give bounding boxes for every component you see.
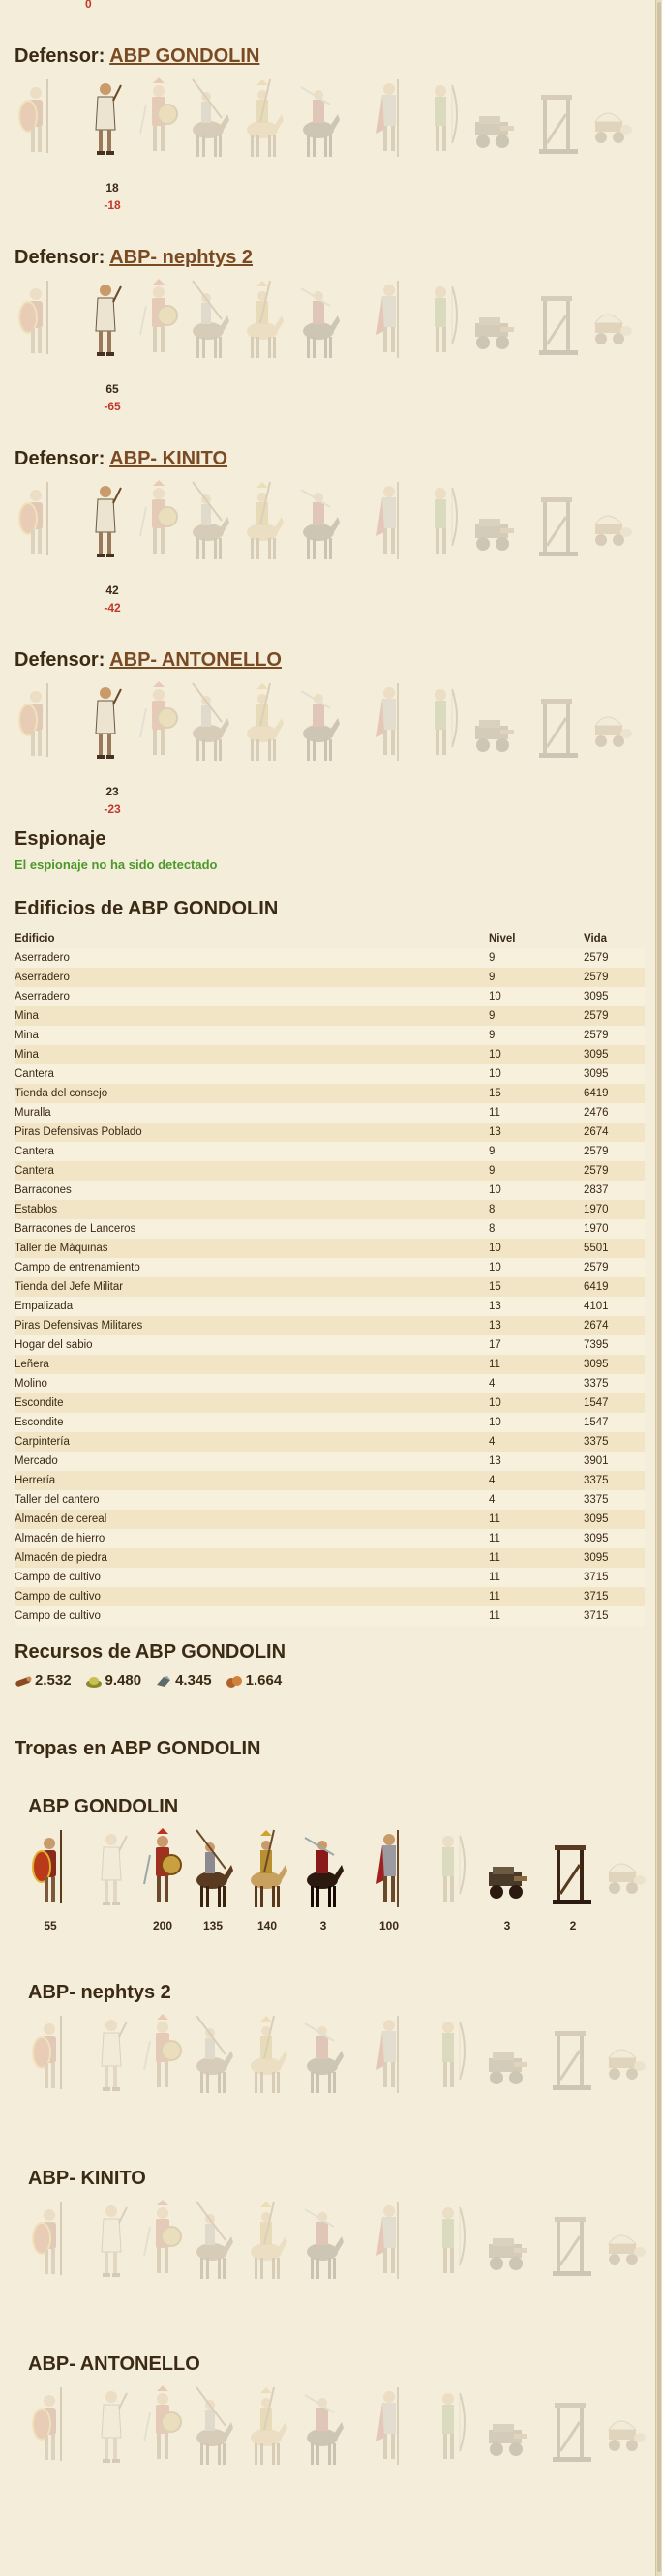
building-name: Campo de entrenamiento [15, 1258, 489, 1277]
unit-spear-icon [15, 478, 59, 565]
troop-village [28, 2353, 647, 2472]
unit-ram-icon [485, 2383, 529, 2471]
unit-knight-icon [297, 478, 342, 565]
building-health: 3375 [584, 1432, 645, 1452]
building-row [15, 1316, 645, 1335]
resource-grain [85, 1672, 142, 1689]
building-name: Mercado [15, 1452, 489, 1471]
unit-row [28, 1826, 647, 1932]
resource-iron [155, 1672, 212, 1689]
unit-captain-icon [367, 2383, 411, 2471]
unit-count: 65 [105, 382, 119, 396]
unit-spear-icon [15, 679, 59, 766]
espionage-title: Espionaje [15, 828, 106, 850]
unit-horse-icon [191, 2012, 235, 2099]
unit-knight-icon [297, 277, 342, 364]
unit-spear-icon [28, 2012, 73, 2099]
building-row [15, 1548, 645, 1568]
unit-horse2-icon [241, 478, 286, 565]
building-level: 15 [489, 1277, 584, 1297]
unit-captain-icon [367, 75, 411, 163]
building-row [15, 1277, 645, 1297]
resource-stone [226, 1672, 283, 1689]
unit-horse-icon [191, 2198, 235, 2285]
building-name: Almacén de piedra [15, 1548, 489, 1568]
unit-horse-icon [191, 2383, 235, 2471]
building-level: 11 [489, 1103, 584, 1123]
building-row [15, 1606, 645, 1626]
resource-value: 1.664 [245, 1672, 283, 1689]
building-health: 2579 [584, 1006, 645, 1026]
building-level: 13 [489, 1123, 584, 1142]
building-row [15, 1161, 645, 1181]
building-name: Piras Defensivas Militares [15, 1316, 489, 1335]
building-level: 4 [489, 1374, 584, 1393]
building-level: 13 [489, 1316, 584, 1335]
unit-captain-icon [367, 478, 411, 565]
troop-count: 135 [202, 1919, 224, 1932]
unit-catapult-icon [551, 2198, 595, 2285]
unit-archer-icon [427, 1826, 471, 1913]
building-level: 17 [489, 1335, 584, 1355]
building-row [15, 1181, 645, 1200]
building-row [15, 948, 645, 968]
building-name: Cantera [15, 1064, 489, 1084]
unit-row [15, 75, 644, 165]
unit-horse-icon [191, 1826, 235, 1913]
defender-link[interactable]: ABP GONDOLIN [109, 45, 260, 67]
resources-title: Recursos de ABP GONDOLIN [15, 1641, 286, 1662]
building-level: 9 [489, 948, 584, 968]
unit-count: 23 [105, 785, 119, 798]
unit-slinger-icon [84, 75, 129, 163]
unit-horse-icon [187, 75, 231, 163]
unit-horse2-icon [245, 2383, 289, 2471]
buildings-title: Edificios de ABP GONDOLIN [15, 898, 279, 919]
unit-sword-icon [140, 2012, 185, 2099]
building-health: 3901 [584, 1452, 645, 1471]
building-health: 1547 [584, 1393, 645, 1413]
building-row [15, 1297, 645, 1316]
building-row [15, 1142, 645, 1161]
unit-wagon-icon [587, 277, 632, 364]
building-level: 9 [489, 1142, 584, 1161]
defender-title: Defensor: ABP- nephtys 2 [15, 247, 253, 268]
troop-village [28, 1982, 647, 2101]
building-name: Escondite [15, 1413, 489, 1432]
building-row [15, 1355, 645, 1374]
building-row [15, 1452, 645, 1471]
troop-village [28, 1796, 647, 1932]
building-name: Cantera [15, 1161, 489, 1181]
building-row [15, 1200, 645, 1219]
building-level: 4 [489, 1471, 584, 1490]
building-health: 3095 [584, 987, 645, 1006]
building-health: 3095 [584, 1064, 645, 1084]
building-health: 2579 [584, 968, 645, 987]
building-health: 2579 [584, 948, 645, 968]
unit-catapult-icon [551, 2383, 595, 2471]
troop-count: 3 [319, 1919, 327, 1932]
unit-loss: -18 [104, 198, 121, 212]
defender-block [15, 247, 644, 413]
unit-wagon-icon [601, 2198, 646, 2285]
unit-slinger-icon [90, 2198, 135, 2285]
village-name: ABP- KINITO [28, 2168, 146, 2189]
building-health: 1970 [584, 1200, 645, 1219]
building-health: 6419 [584, 1277, 645, 1297]
building-row [15, 1413, 645, 1432]
grain-icon [85, 1673, 103, 1689]
unit-spear-icon [15, 277, 59, 364]
building-row [15, 968, 645, 987]
unit-horse2-icon [245, 2012, 289, 2099]
building-name: Campo de cultivo [15, 1587, 489, 1606]
unit-ram-icon [485, 2012, 529, 2099]
troops-title: Tropas en ABP GONDOLIN [15, 1738, 261, 1759]
building-row [15, 1219, 645, 1239]
unit-row [28, 2383, 647, 2472]
building-row [15, 987, 645, 1006]
building-level: 13 [489, 1297, 584, 1316]
building-health: 3095 [584, 1510, 645, 1529]
building-level: 10 [489, 1064, 584, 1084]
building-level: 10 [489, 1413, 584, 1432]
unit-archer-icon [427, 2383, 471, 2471]
unit-ram-icon [485, 2198, 529, 2285]
building-level: 11 [489, 1548, 584, 1568]
building-name: Barracones de Lanceros [15, 1219, 489, 1239]
building-health: 3715 [584, 1606, 645, 1626]
unit-catapult-icon [551, 1826, 595, 1913]
building-name: Tienda del Jefe Militar [15, 1277, 489, 1297]
building-level: 9 [489, 1006, 584, 1026]
building-name: Mina [15, 1026, 489, 1045]
unit-knight-icon [301, 2383, 346, 2471]
building-health: 3375 [584, 1490, 645, 1510]
unit-spear-icon [28, 1826, 73, 1913]
building-row [15, 1568, 645, 1587]
wood-icon [15, 1673, 32, 1689]
unit-knight-icon [301, 2198, 346, 2285]
building-name: Hogar del sabio [15, 1335, 489, 1355]
unit-knight-icon [301, 1826, 346, 1913]
unit-slinger-icon [84, 277, 129, 364]
building-name: Leñera [15, 1355, 489, 1374]
building-name: Taller del cantero [15, 1490, 489, 1510]
defender-block [15, 448, 644, 614]
column-header-building: Edificio [15, 933, 55, 944]
building-level: 10 [489, 1239, 584, 1258]
building-health: 3715 [584, 1568, 645, 1587]
building-health: 2579 [584, 1161, 645, 1181]
building-health: 2476 [584, 1103, 645, 1123]
building-name: Mina [15, 1045, 489, 1064]
building-name: Campo de cultivo [15, 1606, 489, 1626]
unit-slinger-icon [90, 2383, 135, 2471]
unit-catapult-icon [537, 478, 582, 565]
building-row [15, 1471, 645, 1490]
building-row [15, 1529, 645, 1548]
unit-loss: -23 [104, 802, 121, 816]
building-health: 5501 [584, 1239, 645, 1258]
building-health: 7395 [584, 1335, 645, 1355]
troop-count: 2 [569, 1919, 577, 1932]
building-name: Piras Defensivas Poblado [15, 1123, 489, 1142]
building-health: 2579 [584, 1258, 645, 1277]
building-health: 3095 [584, 1548, 645, 1568]
building-row [15, 1258, 645, 1277]
building-level: 9 [489, 1026, 584, 1045]
village-name: ABP GONDOLIN [28, 1796, 179, 1817]
building-level: 9 [489, 968, 584, 987]
unit-row [28, 2198, 647, 2287]
unit-row [15, 478, 644, 567]
village-name: ABP- nephtys 2 [28, 1982, 171, 2003]
unit-sword-icon [140, 2198, 185, 2285]
building-level: 10 [489, 1258, 584, 1277]
building-health: 2674 [584, 1316, 645, 1335]
unit-sword-icon [136, 679, 181, 766]
building-health: 2579 [584, 1026, 645, 1045]
building-level: 11 [489, 1606, 584, 1626]
unit-slinger-icon [90, 1826, 135, 1913]
resource-list [15, 1672, 282, 1689]
unit-archer-icon [419, 75, 464, 163]
troop-village [28, 2168, 647, 2287]
village-name: ABP- ANTONELLO [28, 2353, 200, 2375]
building-health: 3375 [584, 1374, 645, 1393]
scrollbar[interactable] [655, 0, 662, 2576]
unit-ram-icon [485, 1826, 529, 1913]
building-name: Herrería [15, 1471, 489, 1490]
building-name: Tienda del consejo [15, 1084, 489, 1103]
unit-catapult-icon [537, 75, 582, 163]
building-level: 8 [489, 1200, 584, 1219]
unit-row [15, 277, 644, 366]
unit-horse-icon [187, 679, 231, 766]
unit-horse2-icon [241, 75, 286, 163]
building-row [15, 1374, 645, 1393]
unit-catapult-icon [551, 2012, 595, 2099]
defender-link[interactable]: ABP- KINITO [109, 448, 228, 469]
unit-spear-icon [15, 75, 59, 163]
unit-row [28, 2012, 647, 2101]
building-level: 8 [489, 1219, 584, 1239]
building-level: 4 [489, 1432, 584, 1452]
building-level: 11 [489, 1355, 584, 1374]
unit-captain-icon [367, 2198, 411, 2285]
building-name: Cantera [15, 1142, 489, 1161]
unit-ram-icon [471, 478, 516, 565]
unit-archer-icon [427, 2198, 471, 2285]
building-health: 4101 [584, 1297, 645, 1316]
building-row [15, 1026, 645, 1045]
unit-wagon-icon [587, 478, 632, 565]
building-row [15, 1335, 645, 1355]
unit-catapult-icon [537, 277, 582, 364]
building-health: 2674 [584, 1123, 645, 1142]
defender-link[interactable]: ABP- nephtys 2 [109, 247, 253, 268]
building-level: 9 [489, 1161, 584, 1181]
building-row [15, 1239, 645, 1258]
unit-wagon-icon [587, 75, 632, 163]
building-name: Aserradero [15, 987, 489, 1006]
building-level: 11 [489, 1568, 584, 1587]
unit-archer-icon [427, 2012, 471, 2099]
stone-icon [226, 1673, 243, 1689]
unit-loss: -42 [104, 601, 121, 614]
unit-catapult-icon [537, 679, 582, 766]
unit-archer-icon [419, 478, 464, 565]
unit-horse2-icon [245, 1826, 289, 1913]
unit-knight-icon [301, 2012, 346, 2099]
building-health: 3375 [584, 1471, 645, 1490]
unit-horse-icon [187, 478, 231, 565]
building-row [15, 1006, 645, 1026]
unit-knight-icon [297, 75, 342, 163]
building-health: 3095 [584, 1045, 645, 1064]
unit-loss: -65 [104, 400, 121, 413]
building-health: 2579 [584, 1142, 645, 1161]
building-level: 11 [489, 1510, 584, 1529]
unit-slinger-icon [90, 2012, 135, 2099]
iron-icon [155, 1673, 172, 1689]
building-name: Almacén de hierro [15, 1529, 489, 1548]
troop-count: 100 [378, 1919, 400, 1932]
building-level: 11 [489, 1587, 584, 1606]
defender-title: Defensor: ABP- KINITO [15, 448, 228, 469]
building-name: Mina [15, 1006, 489, 1026]
troop-count: 55 [44, 1919, 57, 1932]
building-row [15, 1510, 645, 1529]
unit-horse-icon [187, 277, 231, 364]
building-level: 13 [489, 1452, 584, 1471]
building-level: 10 [489, 1045, 584, 1064]
unit-sword-icon [140, 2383, 185, 2471]
unit-knight-icon [297, 679, 342, 766]
unit-sword-icon [136, 478, 181, 565]
building-health: 1970 [584, 1219, 645, 1239]
building-name: Almacén de cereal [15, 1510, 489, 1529]
unit-captain-icon [367, 277, 411, 364]
unit-slinger-icon [84, 679, 129, 766]
building-name: Campo de cultivo [15, 1568, 489, 1587]
unit-slinger-icon [84, 478, 129, 565]
building-row [15, 1393, 645, 1413]
building-name: Molino [15, 1374, 489, 1393]
building-level: 4 [489, 1490, 584, 1510]
building-health: 6419 [584, 1084, 645, 1103]
resource-value: 4.345 [175, 1672, 212, 1689]
building-name: Establos [15, 1200, 489, 1219]
unit-sword-icon [136, 75, 181, 163]
building-name: Aserradero [15, 968, 489, 987]
unit-spear-icon [28, 2383, 73, 2471]
building-health: 3095 [584, 1529, 645, 1548]
buildings-table [15, 929, 645, 1626]
building-row [15, 1045, 645, 1064]
building-row [15, 1432, 645, 1452]
building-row [15, 1064, 645, 1084]
unit-captain-icon [367, 1826, 411, 1913]
defender-title: Defensor: ABP- ANTONELLO [15, 649, 282, 671]
building-name: Carpintería [15, 1432, 489, 1452]
unit-ram-icon [471, 75, 516, 163]
building-health: 2837 [584, 1181, 645, 1200]
unit-captain-icon [367, 2012, 411, 2099]
building-row [15, 1103, 645, 1123]
defender-block [15, 649, 644, 816]
unit-sword-icon [140, 1826, 185, 1913]
unit-row [15, 679, 644, 768]
building-row [15, 1084, 645, 1103]
building-name: Muralla [15, 1103, 489, 1123]
building-name: Escondite [15, 1393, 489, 1413]
building-level: 15 [489, 1084, 584, 1103]
unit-archer-icon [419, 679, 464, 766]
unit-wagon-icon [601, 2383, 646, 2471]
troop-count: 3 [503, 1919, 511, 1932]
espionage-status: El espionaje no ha sido detectado [15, 857, 218, 872]
unit-horse2-icon [241, 277, 286, 364]
unit-count: 42 [105, 584, 119, 597]
defender-title: Defensor: ABP GONDOLIN [15, 45, 260, 67]
building-row [15, 1123, 645, 1142]
unit-horse2-icon [241, 679, 286, 766]
building-level: 11 [489, 1529, 584, 1548]
building-level: 10 [489, 1181, 584, 1200]
unit-ram-icon [471, 277, 516, 364]
unit-wagon-icon [601, 1826, 646, 1913]
unit-horse2-icon [245, 2198, 289, 2285]
troop-count: 200 [152, 1919, 173, 1932]
building-health: 3715 [584, 1587, 645, 1606]
resource-wood [15, 1672, 72, 1689]
unit-ram-icon [471, 679, 516, 766]
building-name: Empalizada [15, 1297, 489, 1316]
building-row [15, 1587, 645, 1606]
building-row [15, 1490, 645, 1510]
building-level: 10 [489, 1393, 584, 1413]
building-health: 3095 [584, 1355, 645, 1374]
unit-wagon-icon [601, 2012, 646, 2099]
building-level: 10 [489, 987, 584, 1006]
building-name: Aserradero [15, 948, 489, 968]
building-health: 1547 [584, 1413, 645, 1432]
unit-archer-icon [419, 277, 464, 364]
unit-sword-icon [136, 277, 181, 364]
troop-count: 140 [256, 1919, 278, 1932]
resource-value: 9.480 [105, 1672, 142, 1689]
unit-captain-icon [367, 679, 411, 766]
unit-wagon-icon [587, 679, 632, 766]
scrollbar-thumb[interactable] [657, 2, 661, 2572]
building-name: Taller de Máquinas [15, 1239, 489, 1258]
building-name: Barracones [15, 1181, 489, 1200]
previous-count: 0 [85, 0, 92, 11]
resource-value: 2.532 [35, 1672, 72, 1689]
column-header-health: Vida [584, 933, 608, 944]
defender-link[interactable]: ABP- ANTONELLO [109, 649, 282, 671]
defender-block [15, 45, 644, 212]
column-header-level: Nivel [489, 933, 516, 944]
unit-spear-icon [28, 2198, 73, 2285]
unit-count: 18 [105, 181, 119, 195]
